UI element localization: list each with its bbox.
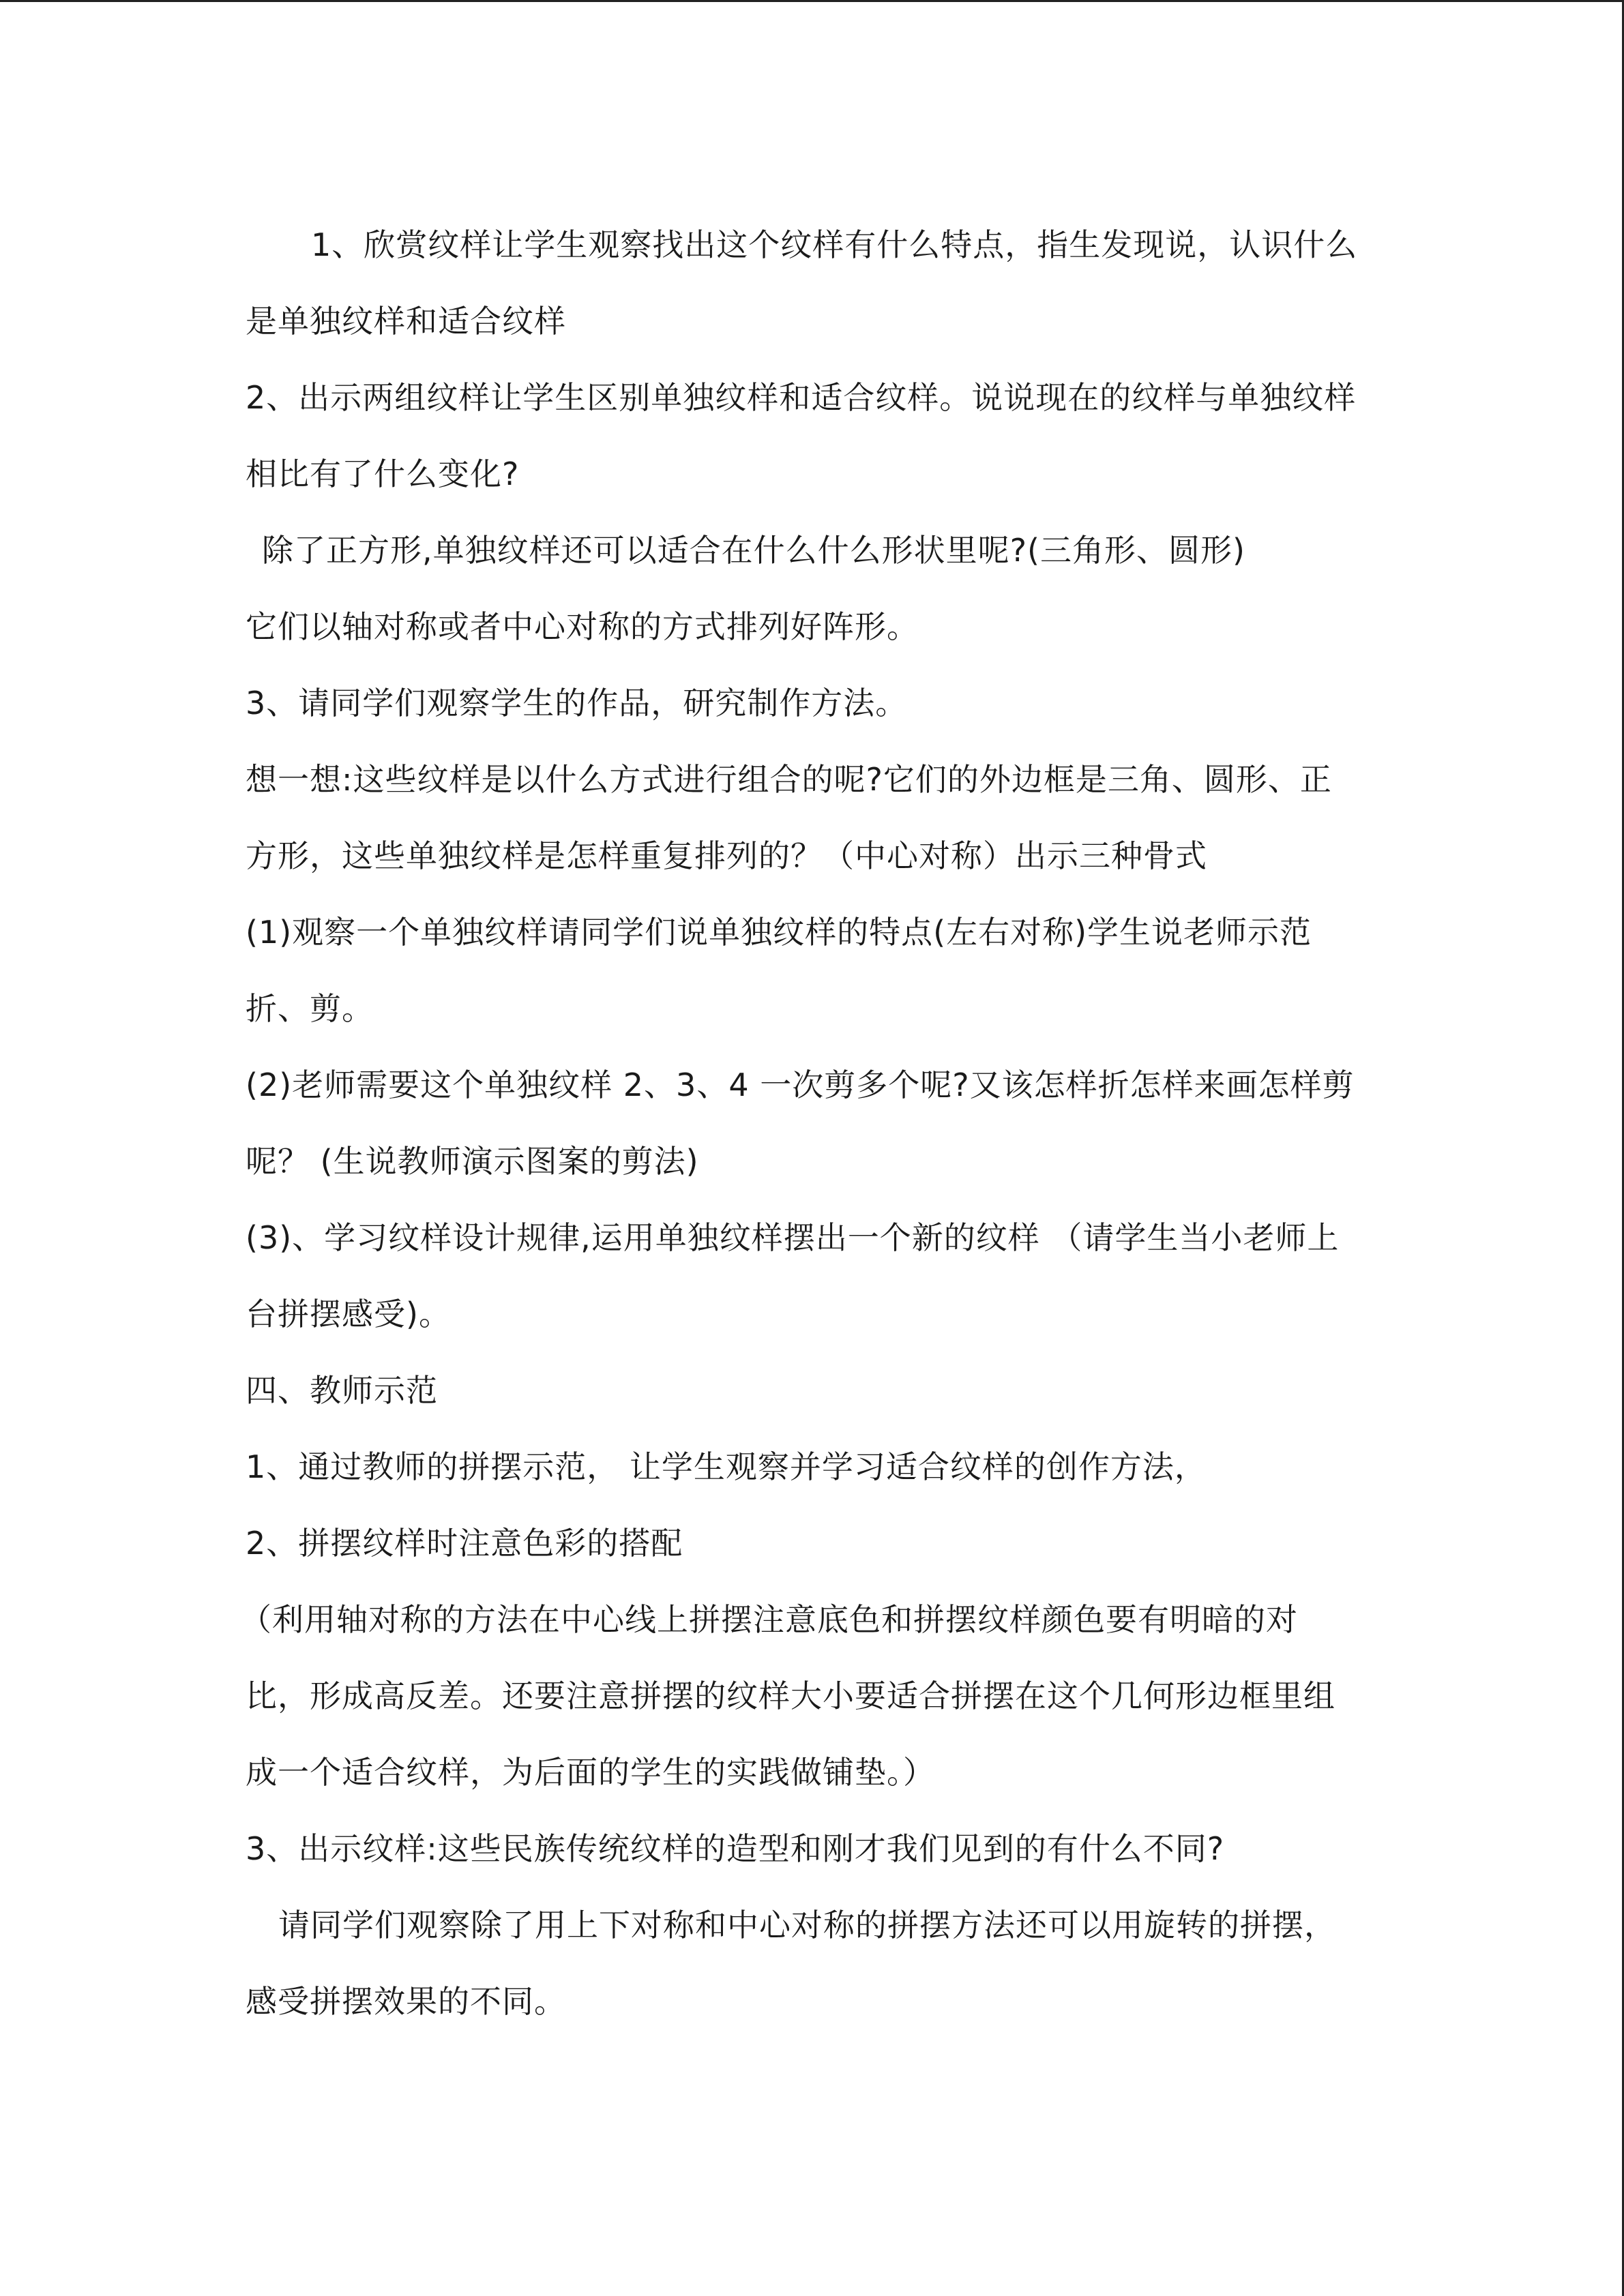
paragraph-line: （利用轴对称的方法在中心线上拼摆注意底色和拼摆纹样颜色要有明暗的对 (240, 1601, 1298, 1638)
paragraph-line: (2)老师需要这个单独纹样 2、3、4 一次剪多个呢?又该怎样折怎样来画怎样剪 (246, 1067, 1355, 1103)
paragraph-line: (1)观察一个单独纹样请同学们说单独纹样的特点(左右对称)学生说老师示范 (246, 914, 1312, 951)
paragraph-line: 比，形成高反差。还要注意拼摆的纹样大小要适合拼摆在这个几何形边框里组 (246, 1678, 1335, 1714)
paragraph-line: 它们以轴对称或者中心对称的方式排列好阵形。 (246, 608, 919, 645)
paragraph-line: 折、剪。 (246, 990, 374, 1027)
paragraph-line: 请同学们观察除了用上下对称和中心对称的拼摆方法还可以用旋转的拼摆， (278, 1907, 1336, 1943)
section-heading: 四、教师示范 (246, 1372, 438, 1409)
paragraph-line: 3、出示纹样:这些民族传统纹样的造型和刚才我们见到的有什么不同? (246, 1830, 1225, 1867)
paragraph-line: 呢？ (生说教师演示图案的剪法) (246, 1143, 699, 1180)
paragraph-line: 感受拼摆效果的不同。 (246, 1983, 566, 2020)
paragraph-line: 想一想:这些纹样是以什么方式进行组合的呢?它们的外边框是三角、圆形、正 (246, 761, 1332, 798)
document-body (240, 207, 1391, 2040)
paragraph-line: 成一个适合纹样，为后面的学生的实践做铺垫。） (246, 1754, 935, 1791)
paragraph-line: (3)、学习纹样设计规律,运用单独纹样摆出一个新的纹样 （请学生当小老师上 (246, 1219, 1340, 1256)
paragraph-line: 1、通过教师的拼摆示范， 让学生观察并学习适合纹样的创作方法， (246, 1448, 1207, 1485)
paragraph-line: 除了正方形,单独纹样还可以适合在什么什么形状里呢?(三角形、圆形) (262, 532, 1245, 569)
paragraph-line: 2、拼摆纹样时注意色彩的搭配 (246, 1525, 683, 1562)
paragraph-line: 是单独纹样和适合纹样 (246, 303, 566, 340)
paragraph-line: 相比有了什么变化? (246, 456, 520, 492)
paragraph-line: 1、欣赏纹样让学生观察找出这个纹样有什么特点，指生发现说，认识什么 (311, 226, 1358, 263)
paragraph-line: 台拼摆感受)。 (246, 1296, 451, 1332)
paragraph-line: 3、请同学们观察学生的作品，研究制作方法。 (246, 685, 908, 721)
paragraph-line: 2、出示两组纹样让学生区别单独纹样和适合纹样。说说现在的纹样与单独纹样 (246, 379, 1357, 416)
paragraph-line: 方形，这些单独纹样是怎样重复排列的？（中心对称）出示三种骨式 (246, 837, 1207, 874)
